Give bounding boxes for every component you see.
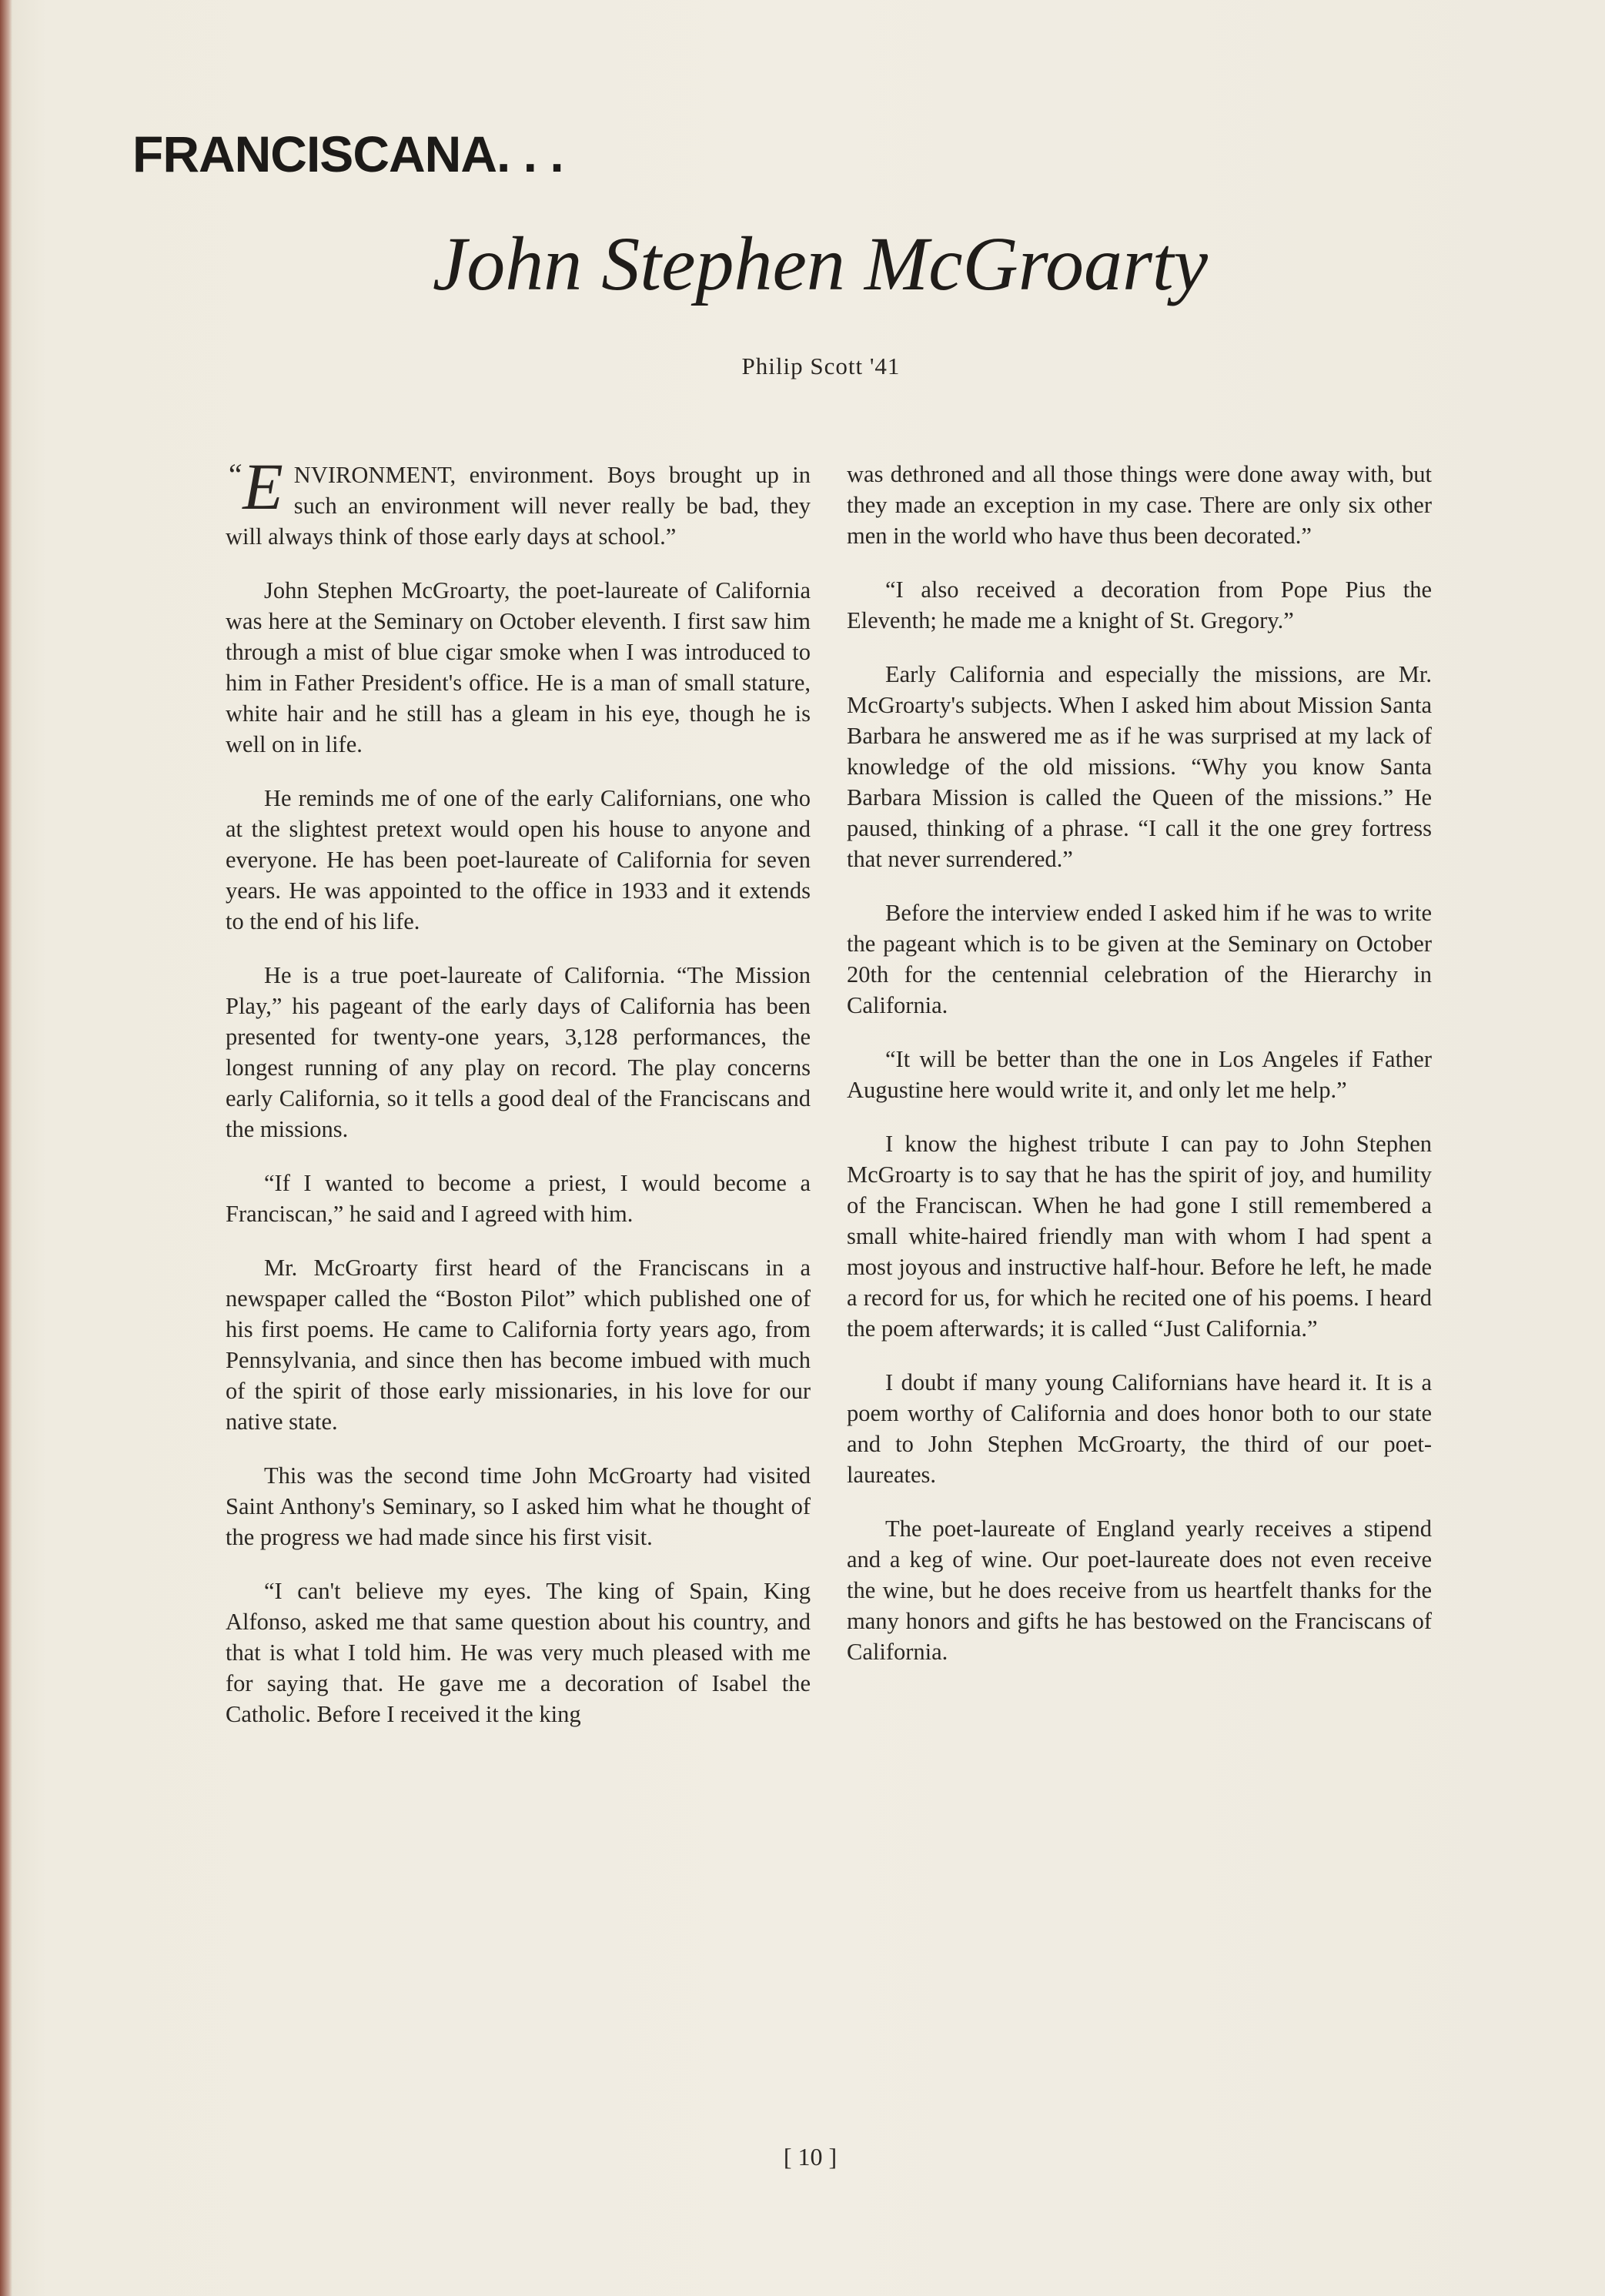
opening-quote-mark: “: [226, 457, 243, 492]
paragraph: Early California and especially the missions, are Mr. McGroarty's subjects. When I asked him about Mission Santa Barbara he answered me as if he was surprised at my lack of knowledge of the old missions. “Why you know Santa Barbara Mission is called the Queen of the missions.” He paused, thinking of a phrase. “I call it the one grey fortress that never surrendered.”: [847, 661, 1432, 872]
paragraph: He is a true poet-laureate of California. “The Mission Play,” his pageant of the early days of California has been presented for twenty-one years, 3,128 performances, the longest running of any play on record. The play concerns early California, so it tells a good deal of the Franciscans and the missions.: [226, 962, 811, 1142]
paragraph: Mr. McGroarty first heard of the Franciscans in a newspaper called the “Boston Pilot” which published one of his first poems. He came to California forty years ago, from Pennsylvania, and since then has become imbued with much of the spirit of those early missionaries, in his love for our native state.: [226, 1255, 811, 1435]
page-number: [ 10 ]: [783, 2143, 838, 2171]
paragraph: John Stephen McGroarty, the poet-laureate of California was here at the Seminary on October eleventh. I first saw him through a mist of blue cigar smoke when I was introduced to him in Father President's office. He is a man of small stature, white hair and he still has a gleam in his eye, though he is well on in life.: [226, 577, 811, 757]
paragraph: I doubt if many young Californians have heard it. It is a poem worthy of California and does honor both to our state and to John Stephen McGroarty, the third of our poet-laureates.: [847, 1369, 1432, 1488]
article-title: John Stephen McGroarty: [432, 221, 1209, 306]
paragraph: The poet-laureate of England yearly receives a stipend and a keg of wine. Our poet-laureate does not even receive the wine, but he does receive from us heartfelt thanks for the many honors and gifts he has bestowed on the Franciscans of California.: [847, 1516, 1432, 1665]
continued-paragraph: was dethroned and all those things were done away with, but they made an exception in my case. There are only six other men in the world who have thus been decorated.”: [847, 461, 1432, 549]
opening-paragraph: [226, 450, 811, 552]
paragraph: He reminds me of one of the early Californians, one who at the slightest pretext would open his house to anyone and everyone. He has been poet-laureate of California for seven years. He was appointed to the office in 1933 and it extends to the end of his life.: [226, 785, 811, 934]
drop-cap: [226, 450, 283, 523]
section-heading: FRANCISCANA. . .: [132, 125, 563, 182]
paragraph: “I can't believe my eyes. The king of Spain, King Alfonso, asked me that same question about his country, and that is what I told him. He was very much pleased with me for saying that. He gave me a decoration of Isabel the Catholic. Before I received it the king: [226, 1578, 811, 1727]
paragraph: Before the interview ended I asked him if he was to write the pageant which is to be given at the Seminary on October 20th for the centennial celebration of the Hierarchy in California.: [847, 900, 1432, 1018]
right-column: [847, 459, 1432, 1690]
article-byline: Philip Scott '41: [741, 353, 901, 379]
drop-cap-letter: E: [242, 450, 283, 523]
binding-edge: [0, 0, 12, 2296]
paragraph: “I also received a decoration from Pope Pius the Eleventh; he made me a knight of St. Gregory.”: [847, 577, 1432, 633]
paragraph: “If I wanted to become a priest, I would become a Franciscan,” he said and I agreed with him.: [226, 1170, 811, 1227]
paragraph: “It will be better than the one in Los Angeles if Father Augustine here would write it, and only let me help.”: [847, 1046, 1432, 1103]
paragraph: I know the highest tribute I can pay to John Stephen McGroarty is to say that he has the spirit of joy, and humility of the Franciscan. When he had gone I still remembered a small white-haired friendly man with whom I had spent a most joyous and instructive half-hour. Before he left, he made a record for us, for which he recited one of his poems. I heard the poem afterwards; it is called “Just California.”: [847, 1131, 1432, 1342]
paragraph: This was the second time John McGroarty had visited Saint Anthony's Seminary, so I asked him what he thought of the progress we had made since his first visit.: [226, 1462, 811, 1550]
left-column: [226, 450, 811, 1753]
opening-text: NVIRONMENT, environment. Boys brought up in such an environment will never really be bad, they will always think of those early days at school.”: [226, 462, 811, 550]
